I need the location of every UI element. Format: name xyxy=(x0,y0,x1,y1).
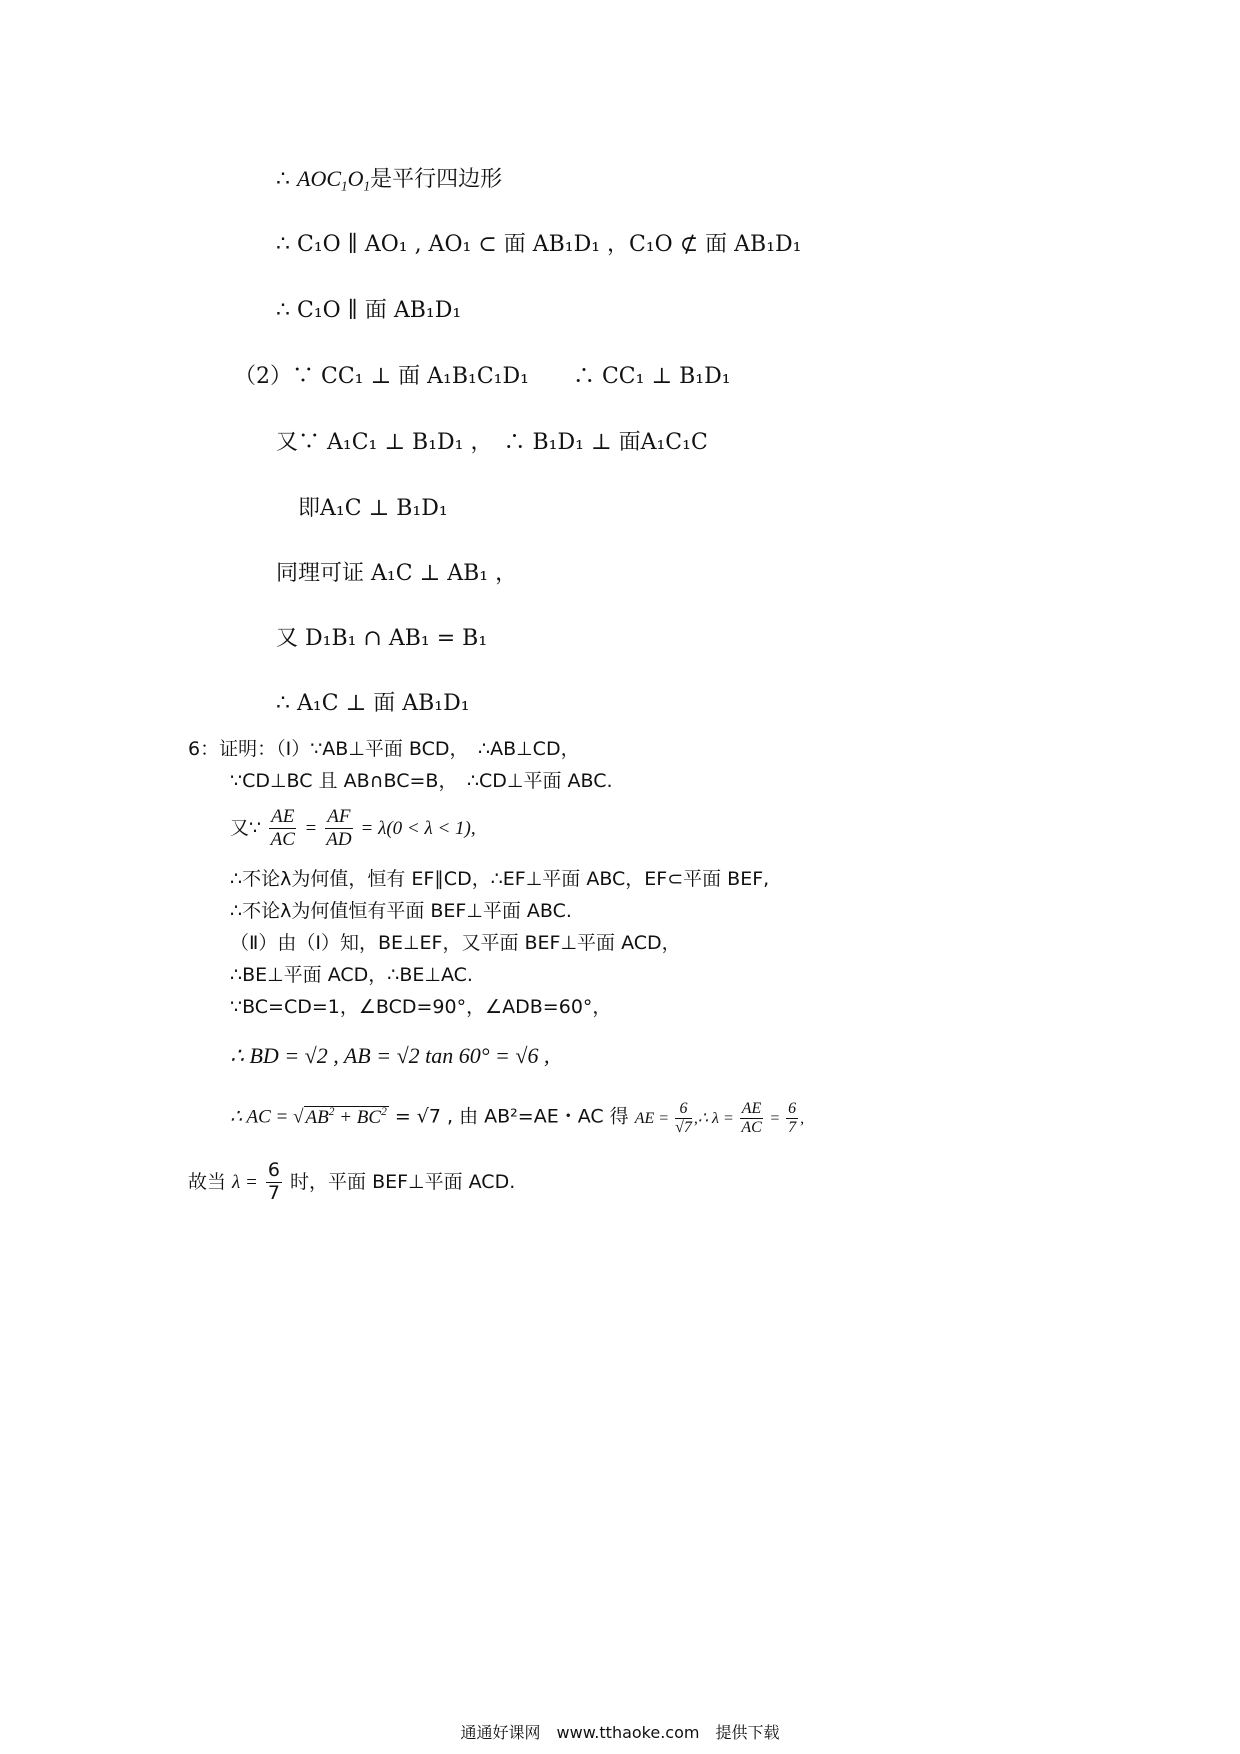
problem6-line-8: ∵BC=CD=1，∠BCD=90°，∠ADB=60°， xyxy=(230,996,612,1018)
proof-line-7: 同理可证 A₁C ⊥ AB₁ ， xyxy=(276,561,518,586)
proof-line-2: ∴ C₁O ∥ AO₁ , AO₁ ⊂ 面 AB₁D₁ ，C₁O ⊄ 面 AB₁D₁ xyxy=(276,232,802,257)
problem6-line-4: ∴不论λ为何值，恒有 EF∥CD，∴EF⊥平面 ABC，EF⊂平面 BEF, xyxy=(230,868,770,890)
fraction-ae-ac: $\frac{AE}{AC}$ xyxy=(270,806,295,850)
proof-line-1: ∴ $AOC_1O_1$是平行四边形 xyxy=(276,166,503,194)
proof-line-3: ∴ C₁O ∥ 面 AB₁D₁ xyxy=(276,298,462,323)
problem6-line-7: ∴BE⊥平面 ACD，∴BE⊥AC. xyxy=(230,964,473,986)
fraction-af-ad: $\frac{AF}{AD}$ xyxy=(326,806,352,850)
proof-line-9: ∴ A₁C ⊥ 面 AB₁D₁ xyxy=(276,691,470,716)
conclusion-line: 故当 λ = $\frac{6}{7}$ 时，平面 BEF⊥平面 ACD. xyxy=(188,1159,516,1204)
proof-line-5: 又∵ A₁C₁ ⊥ B₁D₁ ， ∴ B₁D₁ ⊥ 面A₁C₁C xyxy=(276,430,708,455)
proof-line-4: （2）∵ CC₁ ⊥ 面 A₁B₁C₁D₁ ∴ CC₁ ⊥ B₁D₁ xyxy=(234,364,731,389)
footer-credit: 通通好课网 www.tthaoke.com 提供下载 xyxy=(460,1723,780,1742)
proof-line-8: 又 D₁B₁ ∩ AB₁ = B₁ xyxy=(276,626,488,651)
problem6-line-9: ∴ BD = √2 , AB = √2 tan 60° = √6 , xyxy=(230,1043,550,1068)
result-ae: AE = $\frac{6}{√7}$ ,∴ λ = $\frac{AE}{AC}$ = $\frac{6}{7}$ , xyxy=(634,1100,805,1137)
problem6-line-2: ∵CD⊥BC 且 AB∩BC=B， ∴CD⊥平面 ABC. xyxy=(230,770,613,792)
problem6-line-3: 又∵ $\frac{AE}{AC}$ = $\frac{AF}{AD}$ = λ(0 < λ < 1), xyxy=(230,806,476,850)
proof-line-6: 即A₁C ⊥ B₁D₁ xyxy=(298,496,448,521)
fraction-six-sevenths: $\frac{6}{7}$ xyxy=(267,1159,280,1204)
problem6-line-10: ∴ AC = √ $AB^2 + BC^2 = √7$ , 由 AB²=AE・AC 得 AE = $\frac{6}{√7}$ ,∴ λ = $\frac{AE}{AC}$ = $\frac{6}{7}$ , xyxy=(230,1100,805,1137)
problem6-line-1: 6：证明：（Ⅰ）∵AB⊥平面 BCD， ∴AB⊥CD， xyxy=(188,738,580,760)
problem6-line-6: （Ⅱ）由（Ⅰ）知，BE⊥EF，又平面 BEF⊥平面 ACD， xyxy=(230,932,681,954)
problem6-line-5: ∴不论λ为何值恒有平面 BEF⊥平面 ABC. xyxy=(230,900,572,922)
